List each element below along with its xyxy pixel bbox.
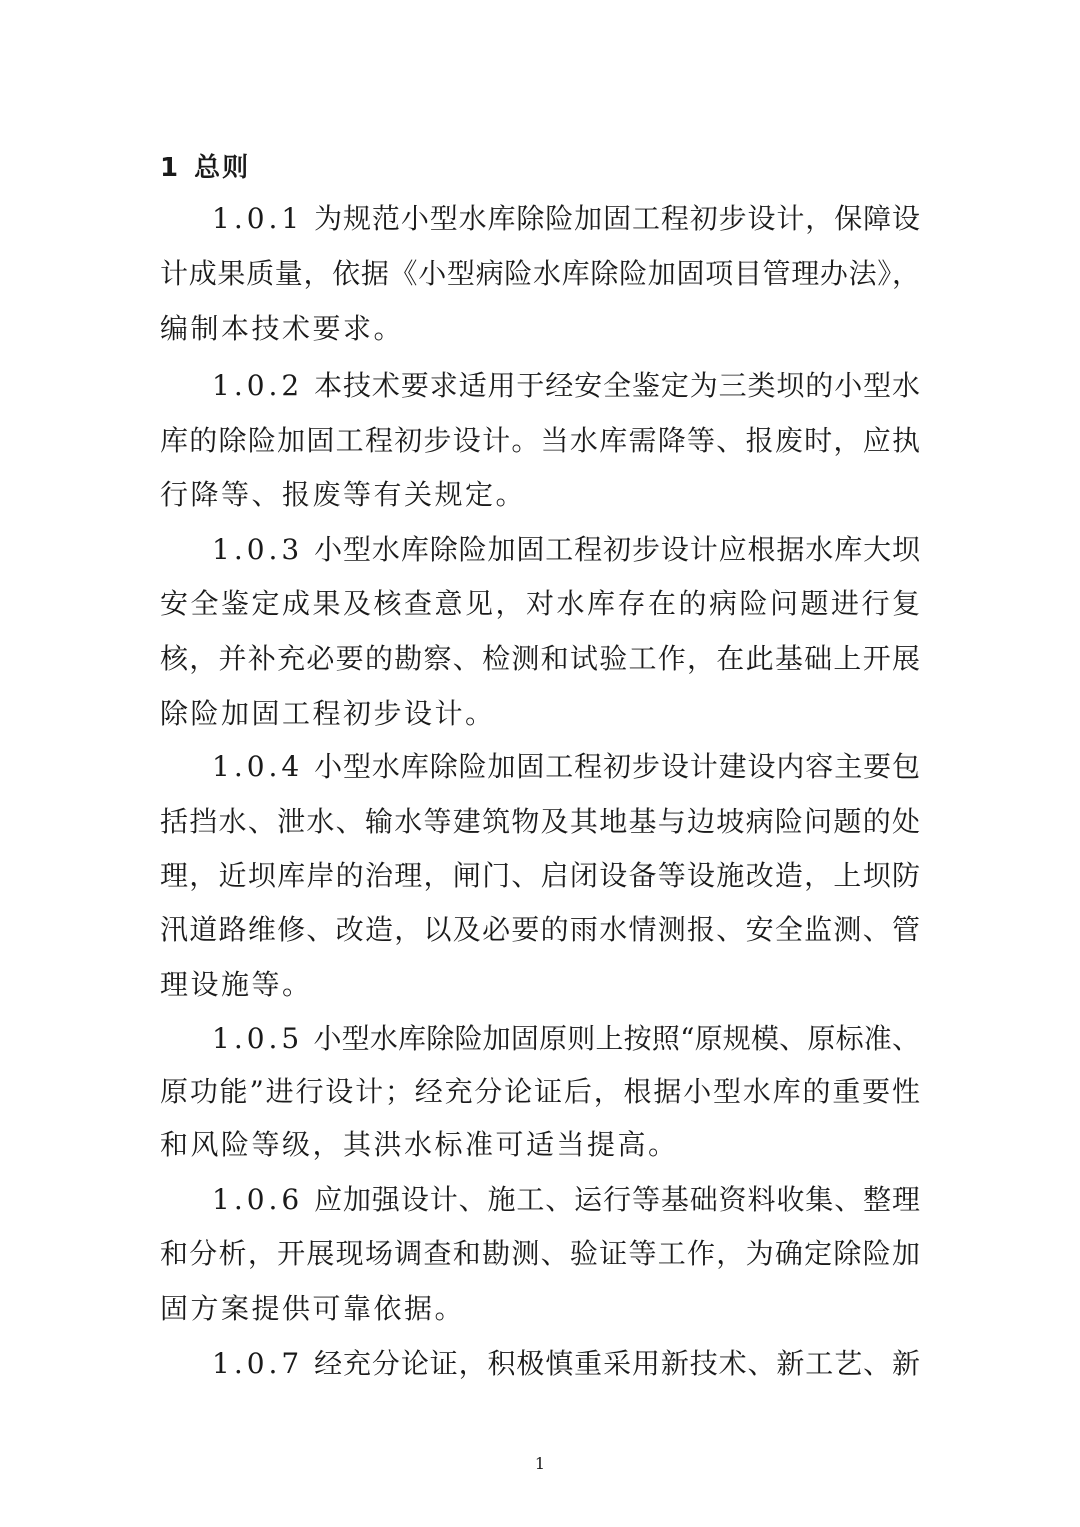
clause-number: 1.0.2 [212, 369, 304, 402]
section-title-text: 总则 [194, 153, 251, 183]
clause-number: 1.0.4 [212, 750, 304, 783]
clause-1-0-3-line-4: 除险加固工程初步设计。 [160, 697, 496, 730]
clause-1-0-3-line-2: 安全鉴定成果及核查意见，对水库存在的病险问题进行复 [160, 587, 920, 620]
clause-1-0-5-line-2: 原功能”进行设计；经充分论证后，根据小型水库的重要性 [160, 1075, 920, 1108]
page-number: 1 [534, 1454, 546, 1473]
clause-number: 1.0.1 [212, 202, 304, 235]
clause-1-0-1-line-2: 计成果质量，依据《小型病险水库除险加固项目管理办法》， [160, 257, 920, 290]
clause-1-0-6-line-2: 和分析，开展现场调查和勘测、验证等工作，为确定除险加 [160, 1237, 920, 1270]
clause-number: 1.0.7 [212, 1347, 304, 1380]
clause-1-0-4-line-4: 汛道路维修、改造，以及必要的雨水情测报、安全监测、管 [160, 913, 920, 946]
section-heading [160, 148, 250, 188]
clause-1-0-4-line-5: 理设施等。 [160, 968, 313, 1001]
clause-1-0-2-line-2: 库的除险加固工程初步设计。当水库需降等、报废时，应执 [160, 424, 920, 457]
clause-1-0-4-line-3: 理，近坝库岸的治理，闸门、启闭设备等设施改造，上坝防 [160, 859, 920, 892]
clause-number: 1.0.6 [212, 1183, 304, 1216]
clause-1-0-1-line-3: 编制本技术要求。 [160, 312, 405, 345]
clause-1-0-2-line-3: 行降等、报废等有关规定。 [160, 478, 527, 511]
clause-number: 1.0.3 [212, 533, 304, 566]
clause-1-0-3-line-3: 核，并补充必要的勘察、检测和试验工作，在此基础上开展 [160, 642, 920, 675]
clause-1-0-1-line-1: 1.0.1 为规范小型水库除险加固工程初步设计，保障设 [212, 202, 920, 235]
section-number: 1 [160, 153, 181, 183]
clause-1-0-3-line-1: 1.0.3 小型水库除险加固工程初步设计应根据水库大坝 [212, 533, 920, 566]
clause-1-0-5-line-1: 1.0.5 小型水库除险加固原则上按照“原规模、原标准、 [212, 1022, 920, 1055]
clause-1-0-5-line-3: 和风险等级，其洪水标准可适当提高。 [160, 1128, 679, 1161]
clause-number: 1.0.5 [212, 1022, 304, 1055]
clause-1-0-4-line-2: 括挡水、泄水、输水等建筑物及其地基与边坡病险问题的处 [160, 805, 920, 838]
clause-1-0-4-line-1: 1.0.4 小型水库除险加固工程初步设计建设内容主要包 [212, 750, 920, 783]
clause-1-0-7-line-1: 1.0.7 经充分论证，积极慎重采用新技术、新工艺、新 [212, 1347, 920, 1380]
clause-1-0-2-line-1: 1.0.2 本技术要求适用于经安全鉴定为三类坝的小型水 [212, 369, 920, 402]
clause-1-0-6-line-1: 1.0.6 应加强设计、施工、运行等基础资料收集、整理 [212, 1183, 920, 1216]
clause-1-0-6-line-3: 固方案提供可靠依据。 [160, 1292, 466, 1325]
